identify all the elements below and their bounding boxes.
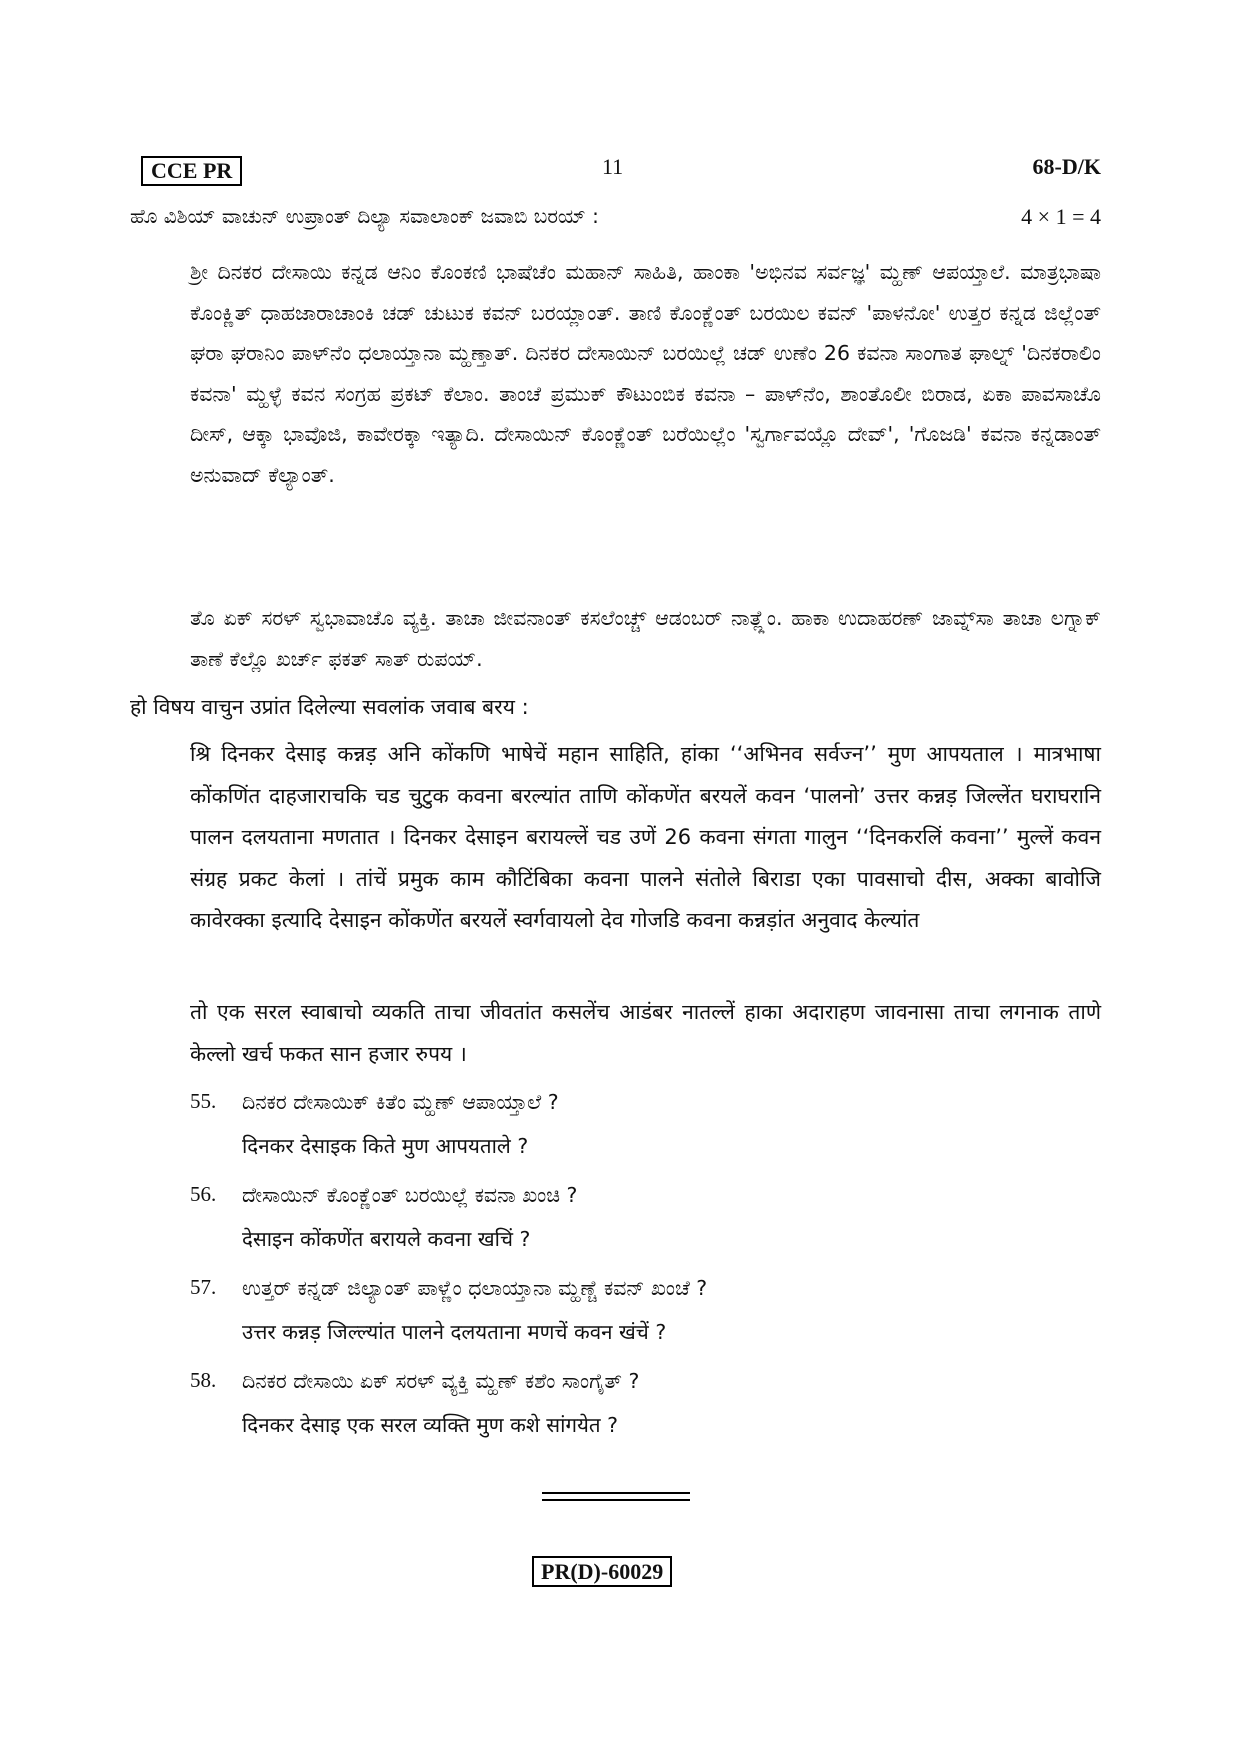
end-rule-bottom xyxy=(542,1499,690,1501)
question-text-devanagari: दिनकर देसाइ एक सरल व्यक्ति मुण कशे सांगयेत ? xyxy=(242,1413,618,1437)
question-item xyxy=(190,1173,1110,1266)
question-number: 56. xyxy=(190,1182,217,1206)
devanagari-passage-paragraph-2: तो एक सरल स्वाबाचो व्यकति ताचा जीवतांत कसलेंच आडंबर नातल्लें हाका अदाराहण जावनासा ताचा लगनाक ताणे केल्लो खर्च फकत सान हजार रुपय । xyxy=(190,1000,1101,1066)
question-text-devanagari: उत्तर कन्नड़ जिल्ल्यांत पालने दलयताना मणचें कवन खंचें ? xyxy=(242,1320,667,1344)
kannada-passage-paragraph-2: ತೊ ಏಕ್ ಸರಳ್ ಸ್ವಭಾವಾಚೊ ವ್ಯಕ್ತಿ. ತಾಚಾ ಜೀವನಾಂತ್ ಕಸಲೆಂಚ್ಚ್ ಆಡಂಬರ್ ನಾತ್ಲ್ಲೆಂ. ಹಾಕಾ ಉದಾಹರಣ್ ಜಾವ್ನ್‌ಸಾ ತಾಚಾ ಲಗ್ನಾಕ್ ತಾಣೆ ಕೆಲ್ಲೊ ಖರ್ಚ್ ಫಕತ್ ಸಾತ್ ರುಪಯ್. xyxy=(190,606,1101,671)
instruction-devanagari: हो विषय वाचुन उप्रांत दिलेल्या सवलांक जवाब बरय : xyxy=(130,695,529,719)
question-text-kannada: ದಿನಕರ ದೇಸಾಯಿಕ್ ಕಿತೆಂ ಮ್ಹಣ್ ಆಪಾಯ್ತಾಲೆ ? xyxy=(242,1090,559,1114)
question-number: 55. xyxy=(190,1089,217,1113)
question-text-kannada: ದಿನಕರ ದೇಸಾಯಿ ಏಕ್ ಸರಳ್ ವ್ಯಕ್ತಿ ಮ್ಹಣ್ ಕಶೆಂ ಸಾಂಗೈತ್ ? xyxy=(242,1369,640,1393)
header-left-code: CCE PR xyxy=(141,156,242,186)
question-item xyxy=(190,1266,1110,1359)
question-number: 58. xyxy=(190,1368,217,1392)
instruction-kannada: ಹೊ ವಿಶಿಯ್ ವಾಚುನ್ ಉಪ್ರಾಂತ್ ದಿಲ್ಯಾ ಸವಾಲಾಂಕ್ ಜವಾಬಿ ಬರಯ್ : xyxy=(130,204,599,228)
question-text-devanagari: दिनकर देसाइक किते मुण आपयताले ? xyxy=(242,1134,529,1158)
question-text-kannada: ದೇಸಾಯಿನ್ ಕೊಂಕ್ಣೆಂತ್ ಬರಯಿಲ್ಲೆ ಕವನಾ ಖಂಚಿ ? xyxy=(242,1183,578,1207)
kannada-passage-paragraph-1: ಶ್ರೀ ದಿನಕರ ದೇಸಾಯಿ ಕನ್ನಡ ಆನಿಂ ಕೊಂಕಣಿ ಭಾಷೆಚೆಂ ಮಹಾನ್ ಸಾಹಿತಿ, ಹಾಂಕಾ 'ಅಭಿನವ ಸರ್ವಜ್ಞ' ಮ್ಹಣ್ ಆಪಯ್ತಾಲೆ. ಮಾತ್ರಭಾಷಾ ಕೊಂಕ್ಣಿತ್ ಧಾಹಜಾರಾಚಾಂಕಿ ಚಡ್ ಚುಟುಕ ಕವನ್ ಬರಯ್ಲಾಂತ್. ತಾಣಿ ಕೊಂಕ್ಣೆಂತ್ ಬರಯಿಲ ಕವನ್ 'ಪಾಳನೋ' ಉತ್ತರ ಕನ್ನಡ ಜಿಲ್ಲೆಂತ್ ಘರಾ ಘರಾನಿಂ ಪಾಳ್‌ನೆಂ ಧಲಾಯ್ತಾನಾ ಮ್ಹಣ್ತಾತ್. ದಿನಕರ ದೇಸಾಯಿನ್ ಬರಯಿಲ್ಲೆ ಚಡ್ ಉಣೆಂ 26 ಕವನಾ ಸಾಂಗಾತ ಘಾಲ್ನ್ 'ದಿನಕರಾಲಿಂ ಕವನಾ' ಮ್ಹಳ್ಳೆ ಕವನ ಸಂಗ್ರಹ ಪ್ರಕಟ್ ಕೆಲಾಂ. ತಾಂಚೆ ಪ್ರಮುಕ್ ಕೌಟುಂಬಿಕ ಕವನಾ – ಪಾಳ್‌ನೆಂ, ಶಾಂತೊಲೀ ಬಿರಾಡ, ಏಕಾ ಪಾವಸಾಚೊ ದೀಸ್, ಆಕ್ಕಾ ಭಾವೊಜಿ, ಕಾವೇರಕ್ಕಾ ಇತ್ಯಾದಿ. ದೇಸಾಯಿನ್ ಕೊಂಕ್ಣೆಂತ್ ಬರೆಯಿಲ್ಲೆಂ 'ಸ್ವರ್ಗಾವಯ್ಲೊ ದೇವ್', 'ಗೊಜಡಿ' ಕವನಾ ಕನ್ನಡಾಂತ್ ಅನುವಾದ್ ಕೆಲ್ಯಾಂತ್. xyxy=(190,260,1101,487)
question-item xyxy=(190,1080,1110,1173)
page-number: 11 xyxy=(602,154,624,179)
end-rule-top xyxy=(542,1492,690,1494)
question-list xyxy=(190,1080,1110,1452)
devanagari-passage-paragraph-1: श्रि दिनकर देसाइ कन्नड़ अनि कोंकणि भाषेचें महान साहिति, हांका ‘‘अभिनव सर्वज्न’’ मुण आपयताल । मात्रभाषा कोंकणिंत दाहजाराचकि चड चुटुक कवना बरल्यांत ताणि कोंकणेंत बरयलें कवन ‘पालनो’ उत्तर कन्नड़ जिल्लेंत घराघरानि पालन दलयताना मणतात । दिनकर देसाइन बरायल्लें चड उणें 26 कवना संगता गालुन ‘‘दिनकरलिं कवना’’ मुल्लें कवन संग्रह प्रकट केलां । तांचें प्रमुक काम कौटिंबिका कवना पालने संतोले बिराडा एका पावसाचो दीस, अक्का बावोजि कावेरक्का इत्यादि देसाइन कोंकणेंत बरयलें स्वर्गवायलो देव गोजडि कवना कन्नड़ांत अनुवाद केल्यांत xyxy=(190,742,1101,932)
header-right-code: 68-D/K xyxy=(1032,154,1101,179)
question-text-kannada: ಉತ್ತರ್ ಕನ್ನಡ್ ಜಿಲ್ಯಾಂತ್ ಪಾಳ್ಣೆಂ ಧಲಾಯ್ತಾನಾ ಮ್ಹಣ್ಚೆ ಕವನ್ ಖಂಚೆ ? xyxy=(242,1276,708,1300)
footer-code: PR(D)-60029 xyxy=(532,1556,672,1587)
question-item xyxy=(190,1359,1110,1452)
marks-allocation: 4 × 1 = 4 xyxy=(1021,204,1101,229)
question-text-devanagari: देसाइन कोंकणेंत बरायले कवना खचिं ? xyxy=(242,1227,531,1251)
question-number: 57. xyxy=(190,1275,217,1299)
